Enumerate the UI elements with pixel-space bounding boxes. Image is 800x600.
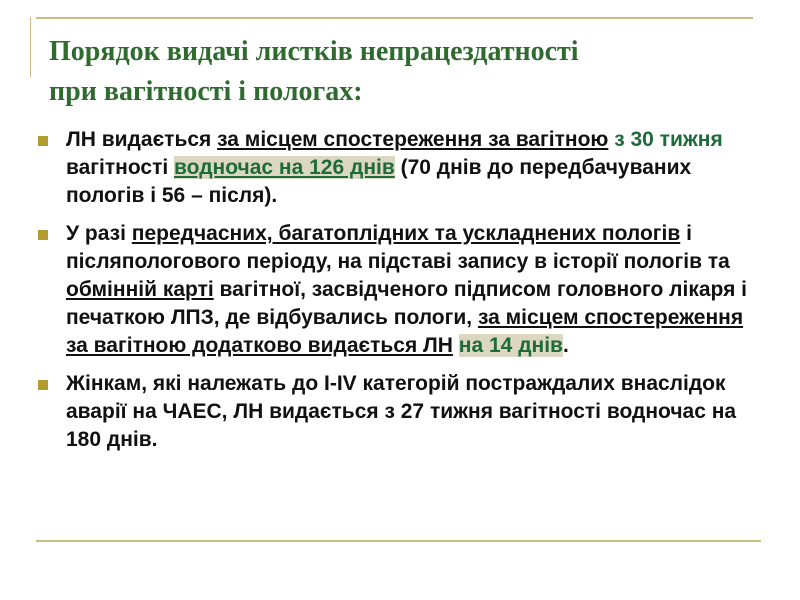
square-bullet-icon xyxy=(38,136,48,146)
text-run: (70 днів до передбачуваних пологів і 56 – після). xyxy=(66,156,692,207)
top-divider xyxy=(36,17,753,19)
square-bullet-icon xyxy=(38,380,48,390)
bottom-divider xyxy=(36,540,761,542)
title-line-1: Порядок видачі листків непрацездатності xyxy=(49,36,579,67)
text-run: обмінній карті xyxy=(66,278,214,301)
bullet-text-2 xyxy=(66,220,761,360)
bullet-text-3 xyxy=(66,370,761,454)
bullet-item-3 xyxy=(34,370,764,454)
text-run: з 30 тижня xyxy=(614,128,723,151)
text-run: Жінкам, які належать до І-ІV категорій постраждалих внаслідок аварії на ЧАЕС, ЛН видається з 27 тижня вагітності водночас на 180 днів. xyxy=(66,372,737,451)
text-run: передчасних, багатоплідних та ускладнених пологів xyxy=(131,222,681,245)
slide-title xyxy=(49,32,749,112)
text-run: У разі xyxy=(66,222,132,245)
bullet-item-1 xyxy=(34,126,764,210)
text-run: вагітності xyxy=(66,156,175,179)
text-run: за місцем спостереження за вагітною xyxy=(217,128,609,151)
square-bullet-icon xyxy=(38,230,48,240)
bullet-item-2 xyxy=(34,220,764,360)
text-run: ЛН видається xyxy=(66,128,218,151)
bullet-text-1 xyxy=(66,126,761,210)
title-side-rule xyxy=(30,17,31,77)
text-run: вагітної, засвідченого підписом головного лікаря і печаткою ЛПЗ, де відбувались пологи, xyxy=(66,278,748,329)
text-run: водночас на 126 днів xyxy=(174,156,395,179)
text-run: і післяпологового періоду, на підставі запису в історії пологів та xyxy=(66,222,730,273)
text-run xyxy=(453,334,459,357)
bullet-list xyxy=(34,126,764,464)
title-line-2: при вагітності і пологах: xyxy=(49,76,363,107)
text-run: за місцем спостереження за вагітною додатково видається ЛН xyxy=(66,306,744,357)
text-run: на 14 днів xyxy=(458,334,563,357)
text-run: . xyxy=(562,334,569,357)
